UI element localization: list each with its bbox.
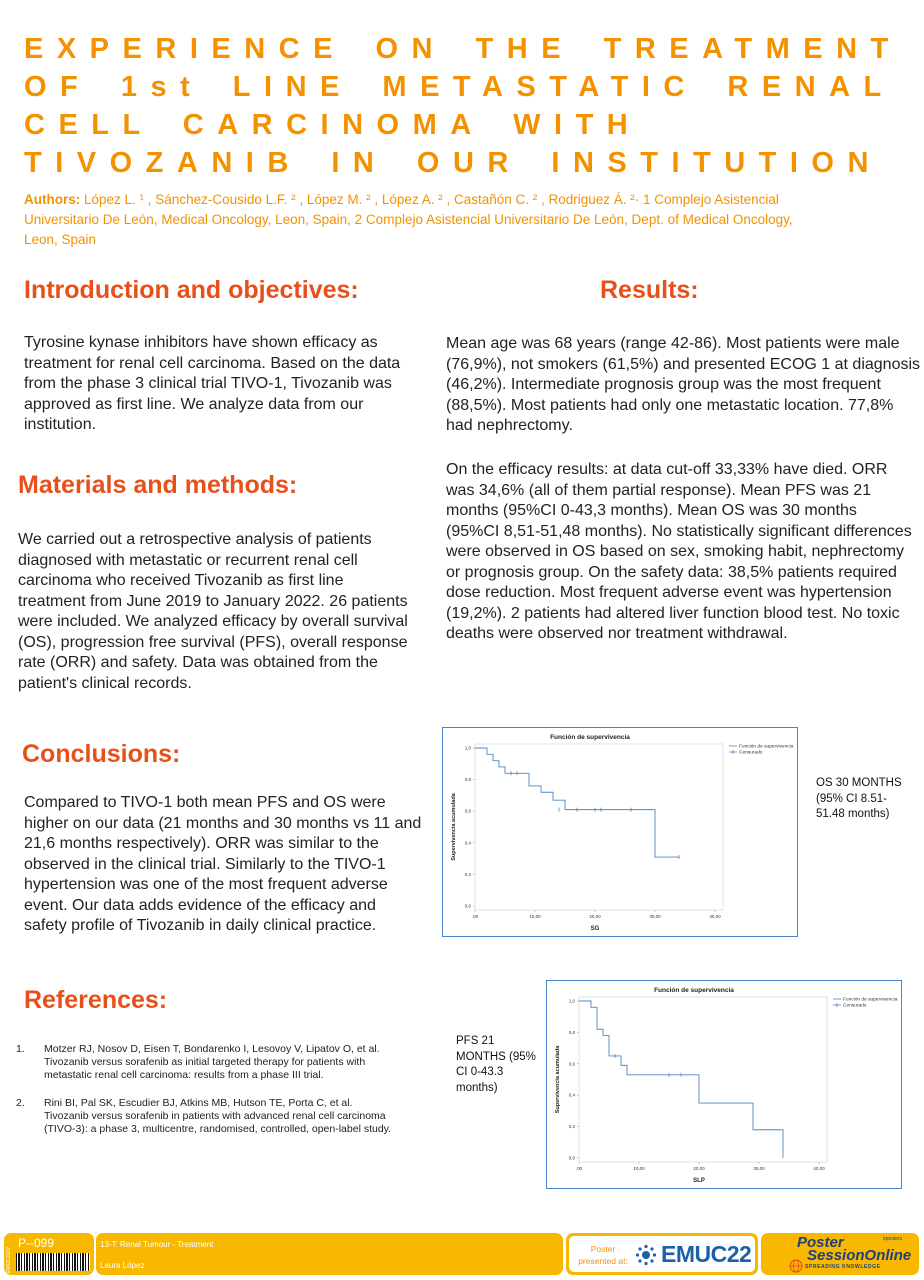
intro-heading: Introduction and objectives: bbox=[24, 276, 359, 304]
y-tick-label: 0,0 bbox=[568, 1155, 575, 1161]
reference-item bbox=[16, 1097, 396, 1136]
globe-icon bbox=[789, 1259, 803, 1273]
x-tick-label: 40,00 bbox=[709, 914, 721, 919]
conclusions-heading: Conclusions: bbox=[22, 740, 181, 768]
authors-label: Authors: bbox=[24, 192, 81, 207]
y-tick-label: 0,4 bbox=[464, 840, 471, 846]
x-tick-label: 10,00 bbox=[529, 914, 541, 919]
x-axis-label: SLP bbox=[693, 1178, 705, 1184]
pso-tagline: SPREADING KNOWLEDGE bbox=[805, 1264, 881, 1270]
y-tick-label: 1,0 bbox=[464, 745, 471, 751]
poster-id: P--099 bbox=[18, 1236, 55, 1250]
survival-step-line bbox=[579, 1001, 783, 1158]
x-tick-label: 20,00 bbox=[589, 914, 601, 919]
reference-number: 2. bbox=[16, 1097, 25, 1109]
conclusions-text: Compared to TIVO-1 both mean PFS and OS were higher on our data (21 months and 30 months vs 11 and 21,6 months respectively). ORR was similar to the observed in the clinical trial. Similarly to the TIVO-1 hypertension was one of the most frequent adverse event. Our data adds evidence of the efficacy and safety profile of Tivozanib in daily clinical practice. bbox=[24, 794, 422, 934]
y-tick-label: 0,2 bbox=[568, 1124, 575, 1130]
reference-text: Motzer RJ, Nosov D, Eisen T, Bondarenko I, Lesovoy V, Lipatov O, et al. Tivozanib versus sorafenib as initial targeted therapy for patients with metastatic renal cell carcinoma: results from a phase III trial. bbox=[44, 1043, 380, 1081]
chart-title: Función de supervivencia bbox=[654, 987, 734, 994]
x-tick-label: .00 bbox=[471, 914, 479, 919]
x-tick-label: 30,00 bbox=[649, 914, 661, 919]
reference-item bbox=[16, 1043, 396, 1082]
presented-label: Poster presented at: bbox=[578, 1244, 628, 1266]
pso-line1: Poster bbox=[797, 1234, 844, 1251]
pfs-survival-chart bbox=[547, 981, 901, 1188]
poster-id-block bbox=[4, 1233, 94, 1275]
track-label: 13-T: Renal Tumour - Treatment bbox=[100, 1240, 214, 1249]
legend-label: Censurado bbox=[739, 750, 763, 756]
x-tick-label: .00 bbox=[575, 1166, 583, 1171]
authors-block bbox=[24, 190, 824, 250]
y-tick-label: 0,2 bbox=[464, 871, 471, 877]
x-tick-label: 20,00 bbox=[693, 1166, 705, 1171]
chart-title: Función de supervivencia bbox=[550, 734, 630, 741]
results-text-2: On the efficacy results: at data cut-off 33,33% have died. ORR was 34,6% (all of them partial response). Mean PFS was 21 months (95%CI 0-43,3 months). Mean OS was 30 months (95%CI 8,51-51,48 months). No statistically significant differences were observed in OS based on sex, smoking habit, nephrectomy or prognosis group. On the safety data: 38,5% patients required dose reduction. Most frequent adverse event was hypertension (19,2%). 2 patients had altered liver function blood test. No toxic deaths were observed nor treatment withdrawal. bbox=[446, 461, 912, 642]
y-tick-label: 0,6 bbox=[464, 808, 471, 814]
emuc-logo-text: EMUC22 bbox=[661, 1241, 752, 1267]
pfs-chart-box bbox=[546, 980, 902, 1189]
poster-title: EXPERIENCE ON THE TREATMENT OF 1st LINE METASTATIC RENAL CELL CARCINOMA WITH TIVOZANIB IN OUR INSTITUTION bbox=[24, 33, 902, 179]
y-tick-label: 0,4 bbox=[568, 1092, 575, 1098]
methods-text: We carried out a retrospective analysis of patients diagnosed with metastatic or recurrent renal cell carcinoma who received Tivozanib as first line treatment from June 2019 to January 2022. 26 patients were included. We analyzed efficacy by overall survival (OS), progression free survival (PFS), overall response rate (ORR) and safety. Data was obtained from the patient's clinical records. bbox=[18, 531, 408, 692]
legend-label: Función de supervivencia bbox=[739, 744, 794, 750]
methods-heading: Materials and methods: bbox=[18, 471, 298, 499]
references-list bbox=[16, 1043, 396, 1151]
emuc-block bbox=[566, 1233, 758, 1275]
y-tick-label: 1,0 bbox=[568, 998, 575, 1004]
y-tick-label: 0,6 bbox=[568, 1061, 575, 1067]
pfs-note: PFS 21 MONTHS (95% CI 0-43.3 months) bbox=[456, 1035, 536, 1094]
reference-text: Rini BI, Pal SK, Escudier BJ, Atkins MB, Hutson TE, Porta C, et al. Tivozanib versus sorafenib in patients with advanced renal cell carcinoma (TIVO-3): a phase 3, multicentre, randomised, controlled, open-label study. bbox=[44, 1097, 392, 1135]
barcode-icon bbox=[16, 1253, 90, 1271]
os-chart-box bbox=[442, 727, 798, 937]
legend-label: Función de supervivencia bbox=[843, 997, 898, 1003]
authors-text: López L. ¹ , Sánchez-Cousido L.F. ² , López M. ² , López A. ² , Castañón C. ² , Rodriguez Á. ²· 1 Complejo Asistencial Universitario De León, Medical Oncology, Leon, Spain, 2 Complejo Asistencial Universitario De León, Dept. of Medical Oncology, Leon, Spain bbox=[24, 192, 793, 247]
y-tick-label: 0,8 bbox=[568, 1029, 575, 1035]
x-tick-label: 30,00 bbox=[753, 1166, 765, 1171]
y-axis-label: Supervivencia acumulada bbox=[451, 793, 457, 861]
results-text-1: Mean age was 68 years (range 42-86). Most patients were male (76,9%), not smokers (61,5%) and presented ECOG 1 at diagnosis (46,2%). Intermediate prognosis group was the most frequent (88,5%). Most patients had only one metastatic location. 77,8% had nephrectomy. bbox=[446, 335, 921, 434]
pso-reg: eposters bbox=[883, 1236, 903, 1242]
vertical-code: EMUC2022 bbox=[6, 1247, 12, 1273]
y-axis-label: Supervivencia acumulada bbox=[555, 1045, 561, 1114]
y-tick-label: 0,8 bbox=[464, 777, 471, 783]
x-axis-label: SG bbox=[590, 926, 600, 932]
plot-frame bbox=[579, 997, 827, 1162]
plot-frame bbox=[475, 744, 723, 910]
references-heading: References: bbox=[24, 986, 168, 1014]
intro-text: Tyrosine kynase inhibitors have shown efficacy as treatment for renal cell carcinoma. Based on the data from the phase 3 clinical trial TIVO-1, Tivozanib was approved as first line. We analyze data from our institution. bbox=[24, 334, 401, 433]
os-survival-chart bbox=[443, 728, 797, 936]
results-heading: Results: bbox=[600, 276, 699, 304]
track-block bbox=[96, 1233, 563, 1275]
os-note: OS 30 MONTHS (95% CI 8.51- 51.48 months) bbox=[816, 777, 902, 820]
pso-line2: SessionOnline bbox=[807, 1247, 912, 1264]
presenter-name: Laura López bbox=[100, 1261, 145, 1270]
legend-label: Censurado bbox=[843, 1003, 867, 1009]
y-tick-label: 0,0 bbox=[464, 903, 471, 909]
pso-block bbox=[761, 1233, 919, 1275]
survival-step-line bbox=[475, 748, 679, 857]
x-tick-label: 40,00 bbox=[813, 1166, 825, 1171]
emuc-logo-icon bbox=[635, 1244, 657, 1266]
x-tick-label: 10,00 bbox=[633, 1166, 645, 1171]
reference-number: 1. bbox=[16, 1043, 25, 1055]
